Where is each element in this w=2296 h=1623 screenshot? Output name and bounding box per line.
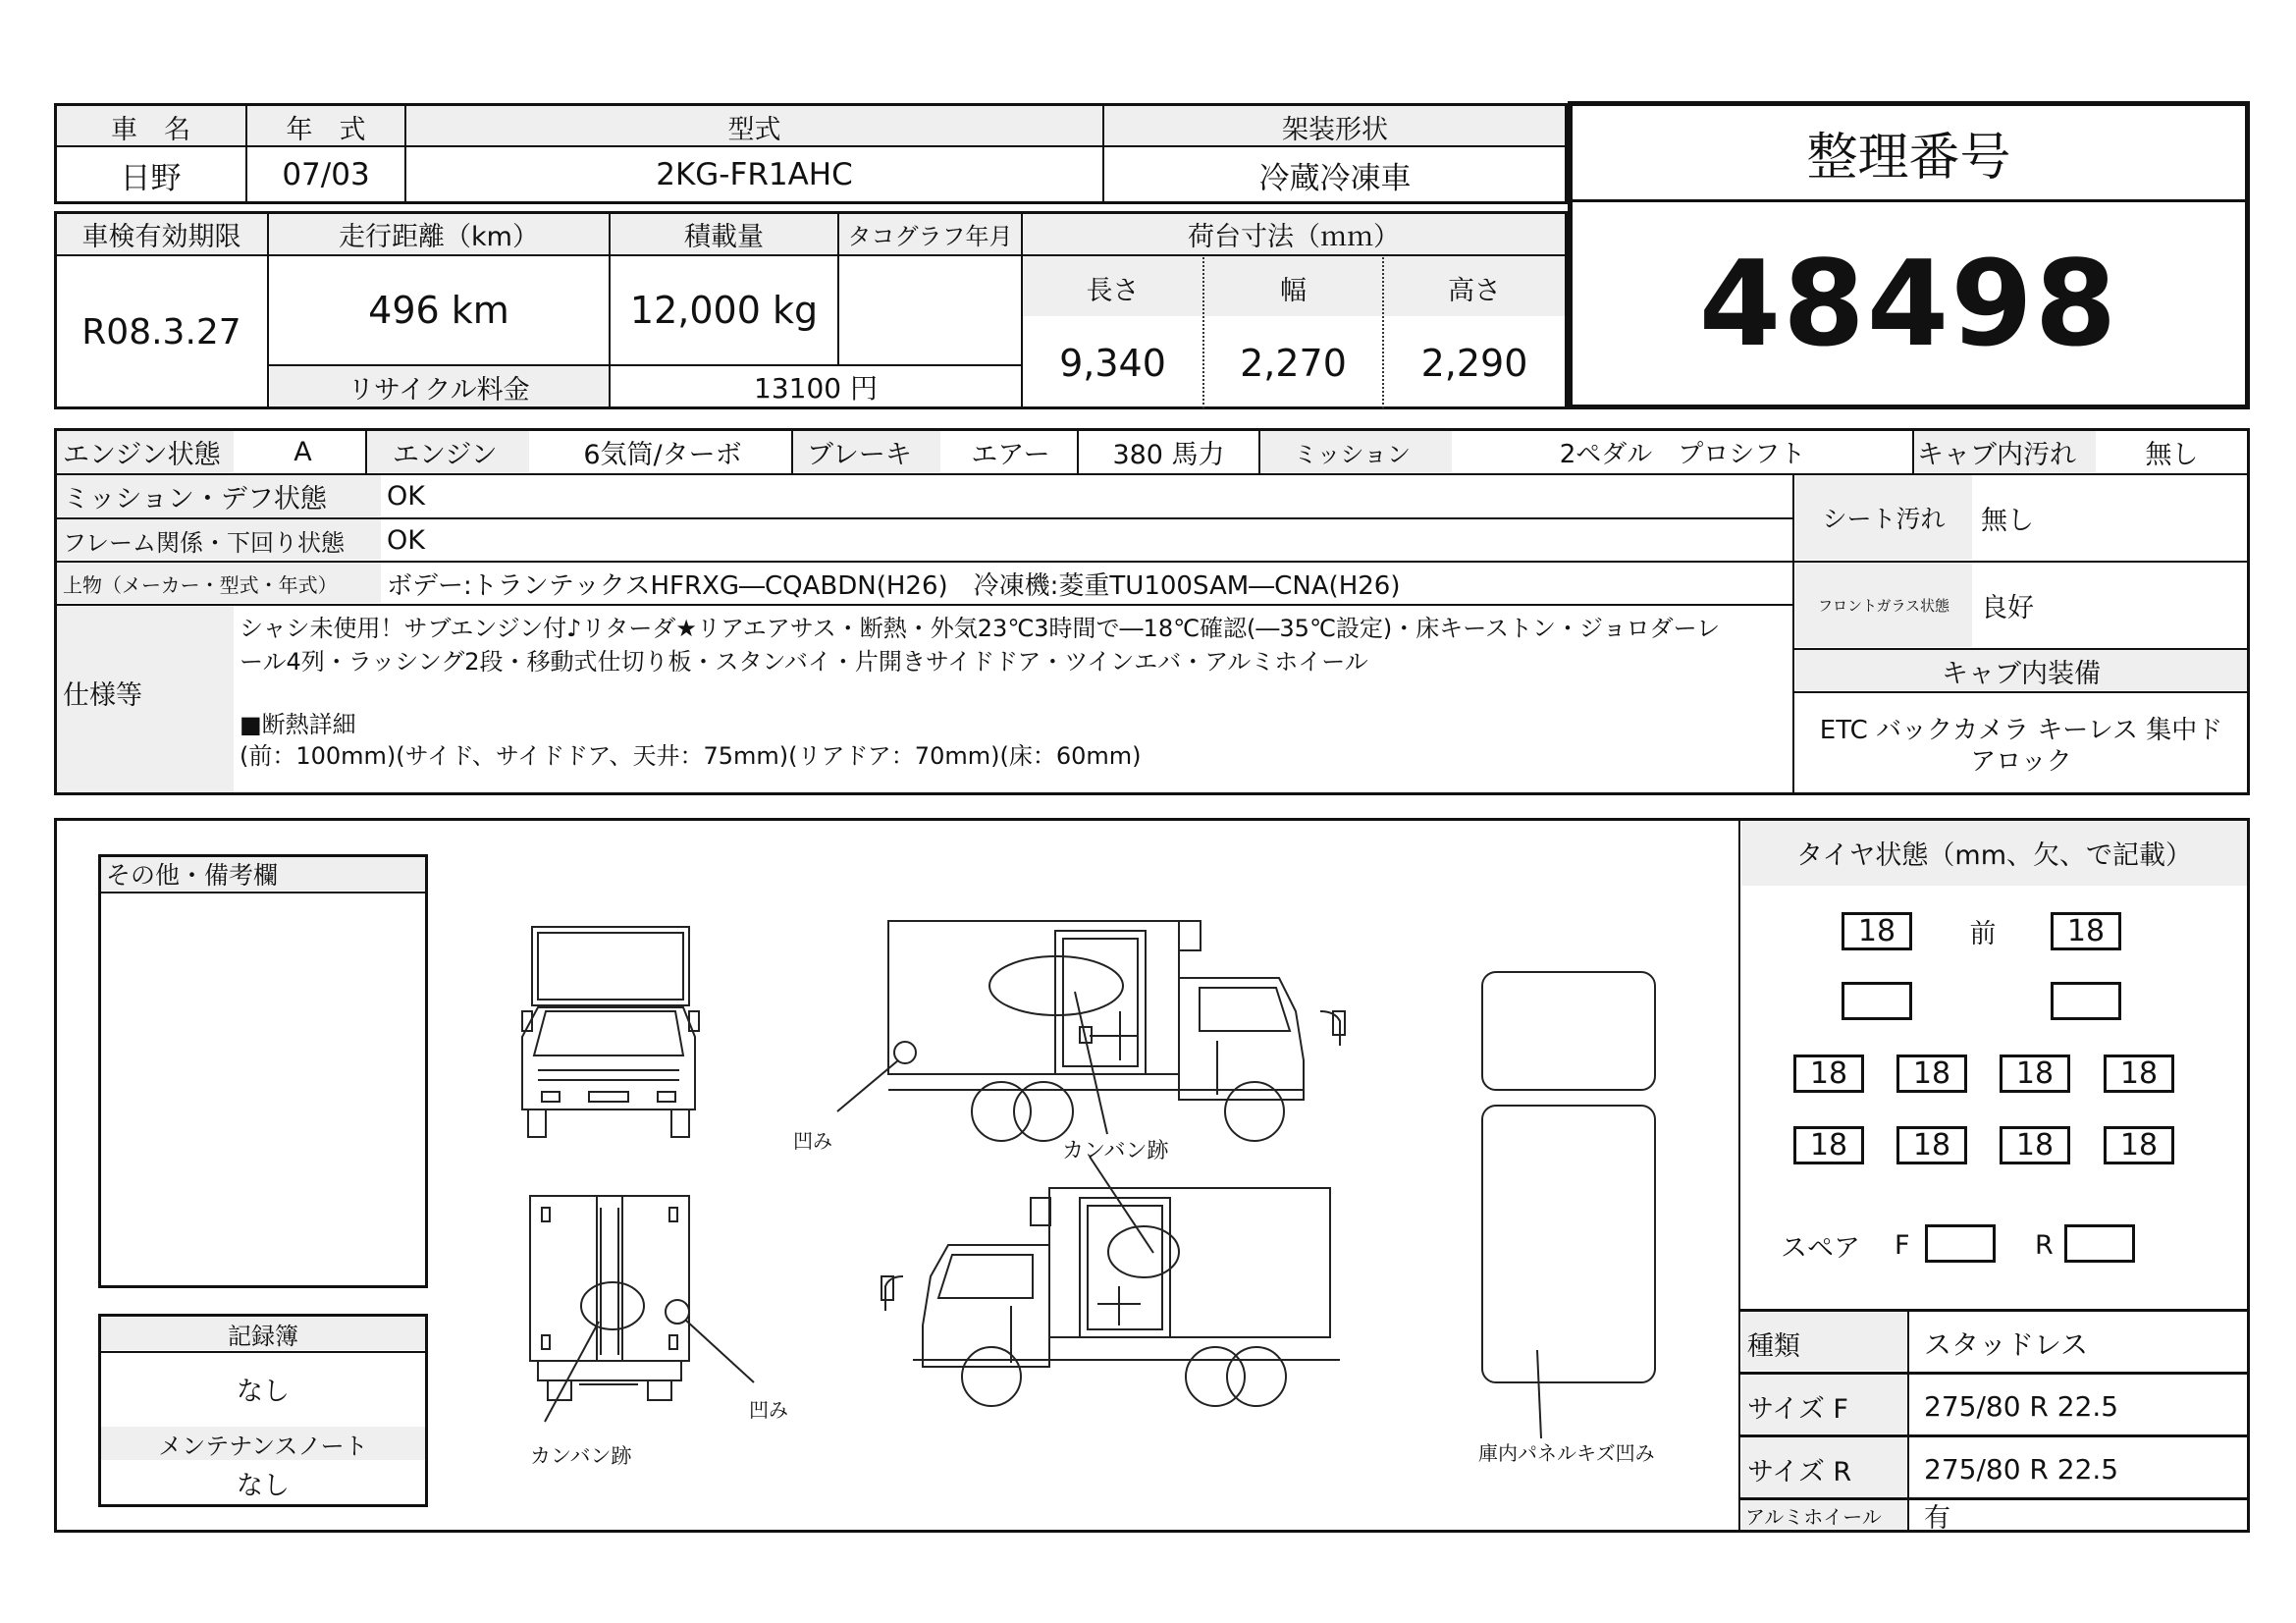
tire-type-value: スタッドレス — [1924, 1328, 2089, 1361]
tire-front-right: 18 — [2051, 912, 2121, 950]
tire-row3-4: 18 — [2104, 1055, 2174, 1093]
windshield-label: フロントガラス状態 — [1817, 596, 1950, 615]
dent-note-1: 凹み — [793, 1129, 832, 1153]
seat-dirt-label: シート汚れ — [1822, 505, 1946, 533]
engine-label: エンジン — [393, 439, 498, 470]
frame-label: フレーム関係・下回り状態 — [63, 528, 346, 557]
spare-f-box — [1925, 1224, 1996, 1263]
engine-state-label: エンジン状態 — [63, 439, 221, 470]
kanban-note-2: カンバン跡 — [530, 1444, 632, 1468]
mission-label: ミッション — [1294, 440, 1412, 468]
body-type-value: 冷蔵冷凍車 — [1258, 160, 1412, 196]
alum-label: アルミホイール — [1745, 1504, 1882, 1529]
mission-value: 2ペダル プロシフト — [1559, 439, 1806, 469]
year-label: 年 式 — [286, 114, 366, 145]
cab-equip-line2: アロック — [1970, 746, 2072, 777]
model-value: 2KG-FR1AHC — [656, 157, 853, 192]
cab-equip-line1: ETC バックカメラ キーレス 集中ド — [1819, 715, 2223, 745]
mileage-label: 走行距離（km） — [339, 221, 539, 252]
mission-def-value: OK — [387, 480, 425, 512]
engine-state-value: A — [294, 436, 312, 467]
length-value: 9,340 — [1059, 342, 1166, 385]
size-f-label: サイズ F — [1747, 1393, 1848, 1425]
mission-def-label: ミッション・デフ状態 — [63, 483, 327, 514]
spec-line4: (前：100mm)(サイド、サイドドア、天井：75mm)(リアドア：70mm)(床：60mm) — [240, 741, 1142, 770]
record-label: 記録簿 — [228, 1322, 298, 1350]
tire-row4-2: 18 — [1896, 1126, 1967, 1164]
expiry-label: 車検有効期限 — [81, 221, 241, 252]
vehicle-name: 日野 — [120, 160, 182, 196]
tire-label: タイヤ状態（mm、欠、で記載） — [1795, 839, 2193, 871]
kanban-note-1: カンバン跡 — [1062, 1139, 1169, 1163]
tire-row3-2: 18 — [1896, 1055, 1967, 1093]
remarks-label: その他・備考欄 — [106, 861, 279, 890]
maintenance-value: なし — [237, 1470, 290, 1501]
horsepower-value: 380 馬力 — [1112, 439, 1225, 470]
capacity-value: 12,000 kg — [629, 289, 819, 332]
spec-label: 仕様等 — [63, 679, 142, 711]
height-value: 2,290 — [1420, 342, 1528, 385]
brake-label: ブレーキ — [807, 439, 912, 470]
size-r-label: サイズ R — [1747, 1456, 1852, 1488]
windshield-value: 良好 — [1981, 592, 2034, 623]
frame-value: OK — [387, 524, 425, 556]
brake-value: エアー — [971, 439, 1050, 470]
spare-label: スペア — [1781, 1232, 1860, 1264]
recycle-label: リサイクル料金 — [347, 374, 530, 406]
capacity-label: 積載量 — [684, 221, 764, 252]
dent-note-2: 凹み — [749, 1398, 788, 1422]
tire-row3-1: 18 — [1793, 1055, 1864, 1093]
cab-dirt-label: キャブ内汚れ — [1917, 439, 2076, 470]
upper-value: ボデー:トランテックスHFRXG―CQABDN(H26) 冷凍機:菱重TU100SAM―CNA(H26) — [387, 570, 1401, 601]
recycle-value: 13100 円 — [754, 372, 878, 405]
cab-dirt-value: 無し — [2145, 439, 2199, 470]
maintenance-label: メンテナンスノート — [158, 1432, 368, 1460]
size-f-value: 275/80 R 22.5 — [1924, 1389, 2119, 1423]
spare-r-box — [2064, 1224, 2135, 1263]
alum-value: 有 — [1924, 1502, 1950, 1534]
length-label: 長さ — [1086, 275, 1140, 306]
width-label: 幅 — [1280, 275, 1307, 306]
tire-front-left: 18 — [1842, 912, 1912, 950]
tachograph-value — [839, 257, 1021, 363]
tire-row4-1: 18 — [1793, 1126, 1864, 1164]
spec-line3: ■断熱詳細 — [240, 710, 356, 738]
spec-line1: シャシ未使用！サブエンジン付♪リターダ★リアエアサス・断熱・外気23℃3時間で―18℃確認(―35℃設定)・床キーストン・ジョロダーレ — [240, 614, 1721, 642]
spec-line2: ール4列・ラッシング2段・移動式仕切り板・スタンバイ・片開きサイドドア・ツインエバ・アルミホイール — [240, 647, 1368, 676]
model-label: 型式 — [727, 114, 781, 145]
cab-equip-label: キャブ内装備 — [1942, 658, 2101, 689]
engine-value: 6気筒/ターボ — [583, 439, 742, 470]
reference-number: 48498 — [1698, 236, 2119, 373]
tire-row4-4: 18 — [2104, 1126, 2174, 1164]
height-label: 高さ — [1448, 275, 1501, 306]
upper-label: 上物（メーカー・型式・年式） — [63, 572, 338, 597]
seat-dirt-value: 無し — [1981, 505, 2034, 536]
tire-type-label: 種類 — [1747, 1330, 1800, 1362]
tire-row4-3: 18 — [2000, 1126, 2070, 1164]
dimensions-label: 荷台寸法（ｍｍ） — [1188, 221, 1400, 252]
size-r-value: 275/80 R 22.5 — [1924, 1452, 2119, 1486]
tire-row3-3: 18 — [2000, 1055, 2070, 1093]
expiry-value: R08.3.27 — [81, 311, 241, 352]
tachograph-label: タコグラフ年月 — [847, 222, 1013, 250]
front-label: 前 — [1969, 919, 1997, 949]
reference-label: 整理番号 — [1806, 129, 2011, 188]
body-type-label: 架装形状 — [1282, 114, 1388, 145]
year-value: 07/03 — [282, 157, 370, 192]
width-value: 2,270 — [1240, 342, 1347, 385]
spare-f-label: F — [1895, 1229, 1910, 1261]
vehicle-name-label: 車 名 — [111, 114, 190, 145]
tire-row2-left — [1842, 982, 1912, 1020]
spare-r-label: R — [2035, 1229, 2054, 1261]
interior-note: 庫内パネルキズ凹み — [1478, 1441, 1655, 1465]
remarks-box — [98, 854, 428, 1288]
record-value: なし — [237, 1376, 290, 1407]
tire-row2-right — [2051, 982, 2121, 1020]
mileage-value: 496 km — [368, 289, 509, 332]
